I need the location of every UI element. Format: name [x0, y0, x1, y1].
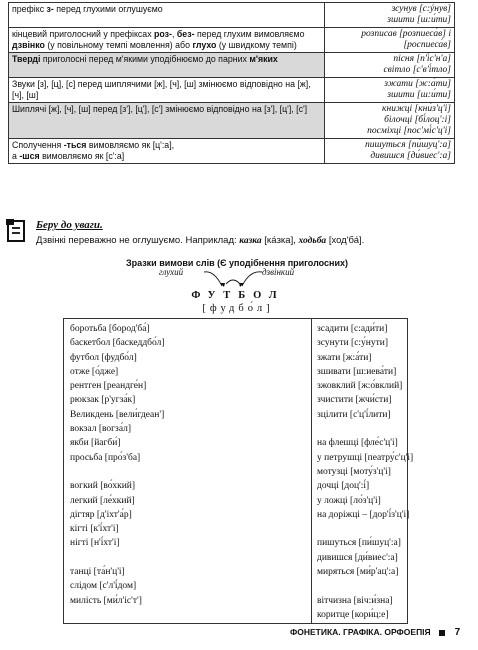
rule-row [9, 103, 455, 139]
sample-entry: у ложці [ло́з'ц'і] [317, 495, 381, 506]
note-text [36, 235, 364, 246]
rule-row [9, 3, 455, 28]
sample-entry: дігтяр [д'іхт'а́р] [70, 509, 132, 520]
rule-example: пишуться [пи́шуц':а] дивишся [ди́виес':а] [325, 139, 455, 164]
note-example-1-tr: [ка́зка], [261, 235, 299, 246]
sample-word: ФУТБОЛ [191, 290, 285, 301]
sample-entry: рюкзак [р'угза́к] [70, 395, 136, 406]
rule-description: Тверді приголосні перед м'якими уподібнюємо до парних м'яких [9, 53, 325, 78]
sample-entry: отже [о́дже] [70, 366, 119, 377]
sample-entry: баскетбол [баскеддбо́л] [70, 338, 165, 349]
label-voiceless: глухий [159, 267, 184, 277]
sample-entry: нігті [н'і́хт'і] [70, 538, 120, 549]
rule-example: розписав [розпиеса́в] і [роспиеса́в] [325, 28, 455, 53]
sample-entry: зшивати [ш:иева́ти] [317, 366, 397, 377]
sample-entry: у петрушці [пеатру́с'ц'і] [317, 452, 414, 463]
sample-entry: легкий [ле́хкий] [70, 495, 135, 506]
sample-entry: зчистити [жчи́сти] [317, 395, 392, 406]
page-footer [290, 627, 460, 638]
rule-description: префікс з- перед глухими оглушуємо [9, 3, 325, 28]
sample-entry: миряться [ми́р'ац':а] [317, 567, 399, 578]
note-title: Беру до уваги. [36, 219, 103, 231]
sample-entry: кігті [к'і́хт'і] [70, 524, 119, 535]
rules-table [8, 2, 455, 164]
samples-title: Зразки вимови слів (Є уподібнення приголосних) [125, 258, 349, 268]
sample-entry: танці [та́н'ц'і] [70, 567, 125, 578]
note-example-2: ходьба [298, 236, 327, 246]
sample-entry: милість [ми́л'іс'т'] [70, 595, 142, 606]
rule-description: кінцевий приголосний у префіксах роз-, без- перед глухим вимовляємо дзвінко (у повільному темпі мовлення) або глухо (у швидкому темпі) [9, 28, 325, 53]
page-number: 7 [454, 627, 461, 638]
sample-entry: вогкий [во́хкий] [70, 481, 136, 492]
sample-entry: зсунути [с:у́нути] [317, 338, 389, 349]
sample-entry: на доріжці – [дор'і́з'ц'і] [317, 509, 410, 520]
note-text-prefix: Дзвінкі переважно не оглушуємо. Наприклад: [36, 235, 240, 246]
note-example-1: казка [239, 236, 262, 246]
sample-entry: рентген [реандге́н] [70, 381, 147, 392]
note-example-2-tr: [ход'ба́]. [326, 235, 365, 246]
sample-entry [70, 551, 165, 565]
sample-entry: зжовклий [ж:о́вклий] [317, 381, 403, 392]
sample-entry: зсадити [с:ади́ти] [317, 324, 388, 334]
rule-row [9, 28, 455, 53]
sample-entry [317, 522, 413, 536]
rule-row [9, 53, 455, 78]
sample-entry [70, 465, 165, 479]
rule-row [9, 139, 455, 164]
sample-entry: просьба [про́з'ба] [70, 452, 141, 463]
footer-section: ФОНЕТИКА. ГРАФІКА. ОРФОЕПІЯ [290, 627, 431, 637]
rule-description: Шиплячі [ж], [ч], [ш] перед [з'], [ц'], [с'] змінюємо відповідно на [з'], [ц'], [с'] [9, 103, 325, 139]
sample-entry: дочці [доц':і́] [317, 481, 370, 492]
rule-example: зжати [ж:а́ти] зшити [ш:и́ти] [325, 78, 455, 103]
column-divider [311, 319, 312, 623]
sample-entry: на флешці [фле́с'ц'і] [317, 438, 398, 449]
assimilation-arrows [200, 268, 266, 290]
samples-box [63, 318, 414, 624]
sample-entry: пишуться [пи́шуц':а] [317, 538, 401, 549]
samples-column-right [317, 322, 413, 622]
sample-entry: боротьба [бород'ба́] [70, 324, 150, 334]
rule-description: Звуки [з], [ц], [с] перед шиплячими [ж], [ч], [ш] змінюємо відповідно на [ж], [ч], [ш] [9, 78, 325, 103]
sample-entry [317, 422, 413, 436]
sample-entry: зжати [ж:а́ти] [317, 352, 372, 363]
sample-entry: футбол [фудбо́л] [70, 352, 137, 363]
sample-entry: Великдень [вели́гдеан'] [70, 409, 165, 420]
sample-entry: вітчизна [віч:и́зна] [317, 595, 393, 606]
sample-entry: зцілити [с'ц'і́лити] [317, 409, 391, 420]
footer-square-icon [439, 630, 445, 636]
sample-entry: якби [йагби́] [70, 438, 121, 449]
sample-word-transcription: [фудбо́л] [202, 303, 274, 314]
rule-example: зсунув [с:ýнув] зшити [ш:и́ти] [325, 3, 455, 28]
rule-example: пісня [п'і́с'н'а] світло [с'в'і́тло] [325, 53, 455, 78]
sample-entry: коритце [кори́ц:е] [317, 609, 389, 620]
sample-entry: слідом [с'л'і́дом] [70, 581, 137, 592]
sample-entry: вокзал [вогза́л] [70, 424, 132, 435]
sample-entry [317, 579, 413, 593]
rule-example: книжці [кни́з'ц'і] білочці [бі́лоц':і] посміхці [пос'мі́с'ц'і] [325, 103, 455, 139]
rule-description: Сполучення -ться вимовляємо як [ц':а], а -шся вимовляємо як [с':а] [9, 139, 325, 164]
note-icon [6, 219, 28, 243]
label-voiced: дзвінкий [262, 267, 295, 277]
sample-entry: дивишся [ди́виес':а] [317, 552, 398, 563]
rule-row [9, 78, 455, 103]
samples-column-left [70, 322, 165, 608]
sample-entry: мотузці [моту́з'ц'і] [317, 466, 391, 477]
